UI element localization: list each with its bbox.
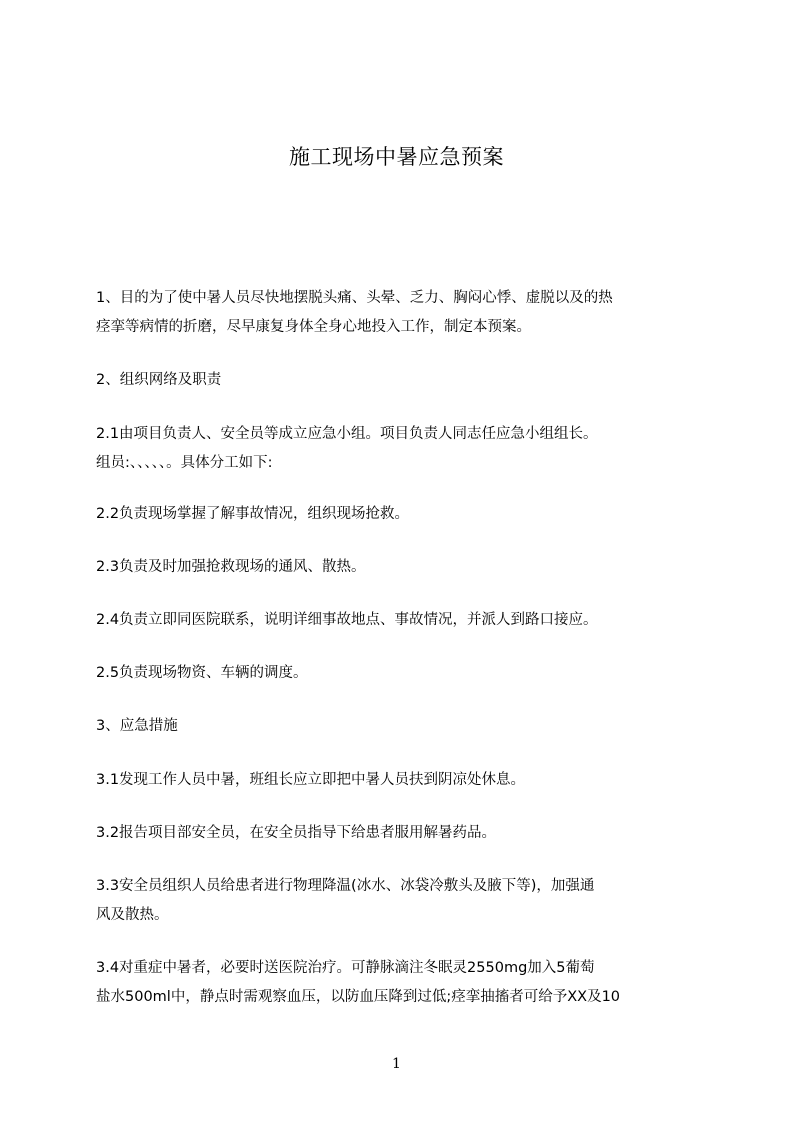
paragraph-3-1 bbox=[96, 766, 721, 795]
heading-organization bbox=[96, 366, 721, 395]
paragraph-2-2 bbox=[96, 500, 721, 529]
paragraph-3-4 bbox=[96, 954, 721, 1012]
page-number: 1 bbox=[392, 1056, 401, 1072]
text-line: 3.1发现工作人员中暑，班组长应立即把中暑人员扶到阴凉处休息。 bbox=[96, 772, 526, 788]
paragraph-2-5 bbox=[96, 659, 721, 688]
text-line: 3.4对重症中暑者，必要时送医院治疗。可静脉滴注冬眠灵2550mg加入5葡萄 bbox=[96, 960, 595, 976]
text-line: 组员:、、、、、。具体分工如下: bbox=[96, 455, 273, 471]
paragraph-3-2 bbox=[96, 819, 721, 848]
paragraph-purpose bbox=[96, 284, 721, 342]
paragraph-3-3 bbox=[96, 872, 721, 930]
paragraph-2-3 bbox=[96, 553, 721, 582]
text-line: 2.2负责现场掌握了解事故情况，组织现场抢救。 bbox=[96, 506, 410, 522]
text-line: 2.4负责立即同医院联系，说明详细事故地点、事故情况，并派人到路口接应。 bbox=[96, 612, 598, 628]
text-line: 3.2报告项目部安全员，在安全员指导下给患者服用解暑药品。 bbox=[96, 825, 497, 841]
text-line: 2.5负责现场物资、车辆的调度。 bbox=[96, 665, 308, 681]
text-line: 痉挛等病情的折磨，尽早康复身体全身心地投入工作，制定本预案。 bbox=[96, 319, 531, 335]
text-line: 2.1由项目负责人、安全员等成立应急小组。项目负责人同志任应急小组组长。 bbox=[96, 426, 598, 442]
text-line: 2、组织网络及职责 bbox=[96, 372, 222, 388]
text-line: 3、应急措施 bbox=[96, 718, 178, 734]
paragraph-2-4 bbox=[96, 606, 721, 635]
text-line: 盐水500ml中，静点时需观察血压，以防血压降到过低;痉挛抽搐者可给予XX及10 bbox=[96, 989, 621, 1005]
text-line: 3.3安全员组织人员给患者进行物理降温(冰水、冰袋冷敷头及腋下等)，加强通 bbox=[96, 878, 595, 894]
text-line: 风及散热。 bbox=[96, 907, 169, 923]
heading-emergency-measures bbox=[96, 712, 721, 741]
document-title: 施工现场中暑应急预案 bbox=[289, 145, 504, 169]
text-line: 1、目的为了使中暑人员尽快地摆脱头痛、头晕、乏力、胸闷心悸、虚脱以及的热 bbox=[96, 290, 613, 306]
paragraph-2-1 bbox=[96, 420, 721, 478]
text-line: 2.3负责及时加强抢救现场的通风、散热。 bbox=[96, 559, 366, 575]
